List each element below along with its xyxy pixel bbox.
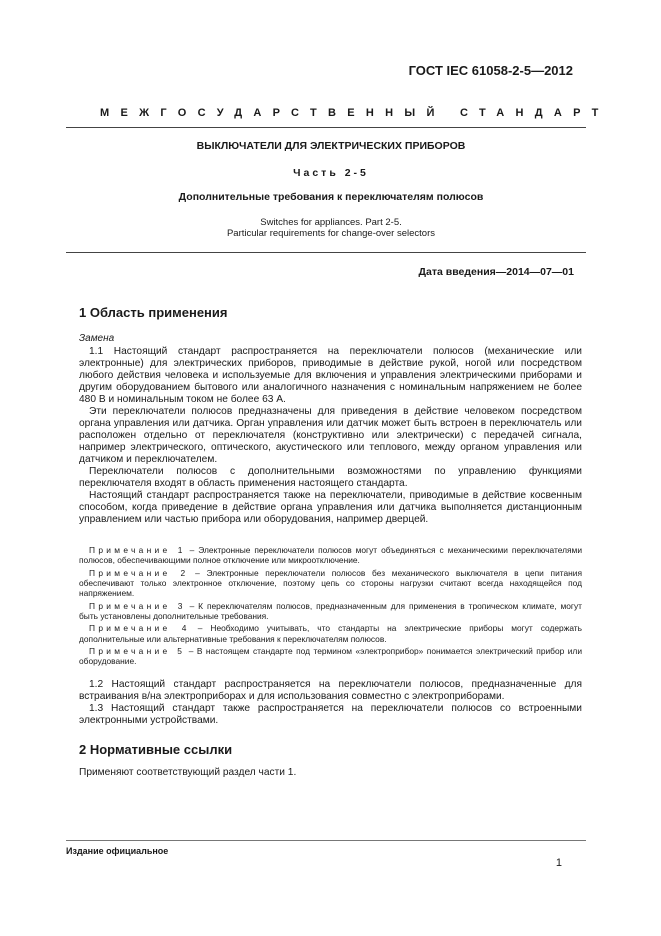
page-number: 1 bbox=[555, 857, 562, 869]
footer-divider bbox=[66, 840, 586, 841]
paragraph-1-1-d: Настоящий стандарт распространяется также на переключатели, приводимые в действие косвенным способом, когда приведение в действие органа управления или датчика выполняется дистанционным управлением или частью прибора или оборудования, например дверцей. bbox=[79, 490, 582, 525]
middle-divider bbox=[66, 252, 586, 253]
note-5 bbox=[79, 646, 582, 667]
note-4-text: – Необходимо учитывать, что стандарты на электрические приборы могут содержать дополнительные или альтернативные требования к переключателям полюсов. bbox=[79, 623, 582, 644]
notes-block bbox=[79, 545, 582, 668]
note-3-text: – К переключателям полюсов, предназначенным для применения в тропическом климате, могут быть установлены дополнительные требования. bbox=[79, 600, 583, 622]
document-part: Часть 2-5 bbox=[293, 167, 369, 179]
english-title-line-1: Switches for appliances. Part 2-5. bbox=[260, 217, 402, 228]
note-2-text: – Электронные переключатели полюсов без механического выключателя в цепи питания обеспечивают только электронное отключение, поэтому цепь со стороны нагрузки считают всегда находящейся под напряжением. bbox=[79, 567, 583, 599]
note-1-text: – Электронные переключатели полюсов могут объединяться с механическими переключателями полюсов, обеспечивающими полное отключение или микроотключение. bbox=[79, 545, 582, 566]
note-2-label: Примечание 2 bbox=[89, 567, 189, 578]
interstate-standard-label: МЕЖГОСУДАРСТВЕННЫЙ СТАНДАРТ bbox=[100, 107, 610, 119]
note-4-label: Примечание 4 bbox=[89, 623, 190, 634]
document-subtitle: Дополнительные требования к переключателям полюсов bbox=[178, 191, 484, 203]
section-1-body-end bbox=[79, 679, 582, 727]
paragraph-1-1-c: Переключатели полюсов с дополнительными возможностями по управлению функциями переключателя входят в область применения настоящего стандарта. bbox=[79, 466, 582, 489]
english-title-line-2: Particular requirements for change-over selectors bbox=[226, 228, 436, 239]
official-edition-label: Издание официальное bbox=[66, 846, 169, 856]
paragraph-2: Применяют соответствующий раздел части 1. bbox=[79, 767, 297, 778]
replacement-label: Замена bbox=[79, 333, 115, 344]
section-1-heading: 1 Область применения bbox=[79, 305, 228, 320]
note-3 bbox=[79, 601, 582, 622]
note-4 bbox=[79, 623, 582, 644]
paragraph-1-2: 1.2 Настоящий стандарт распространяется на переключатели полюсов, предназначенные для встраивания в/на электроприборах и для использования совместно с электроприборами. bbox=[79, 679, 582, 702]
document-title: ВЫКЛЮЧАТЕЛИ ДЛЯ ЭЛЕКТРИЧЕСКИХ ПРИБОРОВ bbox=[196, 140, 466, 152]
note-5-label: Примечание 5 bbox=[89, 645, 186, 656]
note-1-label: Примечание 1 bbox=[89, 545, 186, 555]
section-2-body bbox=[79, 767, 582, 779]
note-3-label: Примечание 3 bbox=[89, 600, 186, 611]
note-5-text: – В настоящем стандарте под термином «электроприбор» понимается электрический прибор или оборудование. bbox=[79, 645, 582, 667]
introduction-date: Дата введения—2014—07—01 bbox=[418, 266, 574, 278]
document-code: ГОСТ IEC 61058-2-5—2012 bbox=[408, 63, 573, 78]
paragraph-1-3: 1.3 Настоящий стандарт также распространяется на переключатели полюсов со встроенными электронными устройствами. bbox=[79, 703, 582, 726]
section-1-body bbox=[79, 346, 582, 526]
paragraph-1-1-b: Эти переключатели полюсов предназначены для приведения в действие человеком посредством органа управления или датчика. Орган управления или датчик может быть встроен в переключатель или расположен отдельно от переключателя (конструктивно или электрически) с передачей сигнала, например электрического, оптического, акустического или теплового, между органом управления или датчиком и переключателем. bbox=[79, 406, 582, 465]
note-2 bbox=[79, 568, 582, 599]
paragraph-1-1: 1.1 Настоящий стандарт распространяется на переключатели полюсов (механические или электронные) для электрических приборов, приводимые в действие рукой, ногой или посредством любого действия человека и используемые для включения и управления электрическими приборами и другим оборудованием бытового или аналогичного назначения с номинальным напряжением не более 480 В и номинальным током не более 63 А. bbox=[79, 346, 582, 405]
note-1 bbox=[79, 545, 582, 566]
section-2-heading: 2 Нормативные ссылки bbox=[79, 742, 233, 757]
top-divider bbox=[66, 127, 586, 128]
